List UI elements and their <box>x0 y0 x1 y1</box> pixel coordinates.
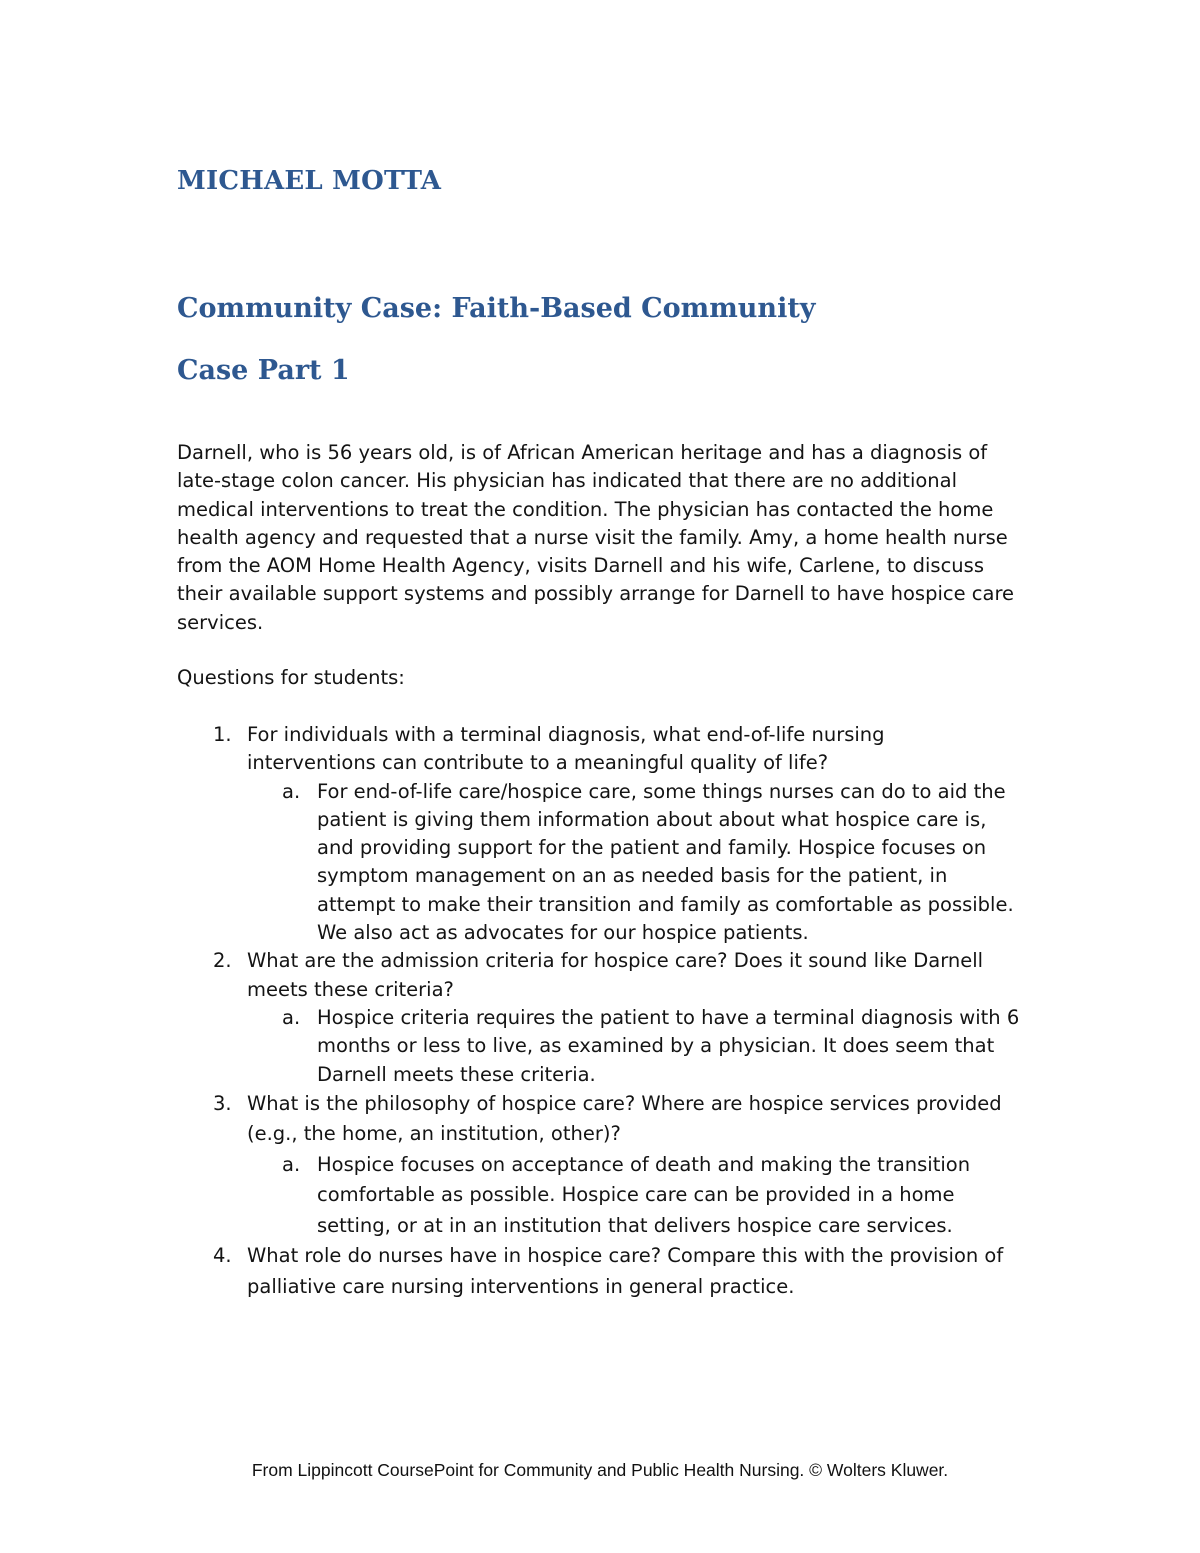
page-footer: From Lippincott CoursePoint for Community and Public Health Nursing. © Wolters Kluwer. <box>251 1460 949 1480</box>
question-text: What role do nurses have in hospice care? Compare this with the provision of palliative care nursing interventions in general practice. <box>247 1244 1004 1298</box>
answer-list <box>247 1150 1037 1242</box>
answer-letter: a. <box>282 779 301 803</box>
question-item-1 <box>177 721 1037 947</box>
author-name: MICHAEL MOTTA <box>177 166 442 196</box>
questions-label: Questions for students: <box>177 666 405 689</box>
answer-letter: a. <box>282 1005 301 1029</box>
question-text: For individuals with a terminal diagnosis, what end-of-life nursing interventions can contribute to a meaningful quality of life? <box>247 723 885 775</box>
questions-list <box>177 721 1037 1302</box>
question-number: 3. <box>213 1091 232 1115</box>
answer-item <box>247 1004 1037 1089</box>
case-title: Community Case: Faith-Based Community <box>177 293 816 324</box>
answer-item <box>247 778 1037 948</box>
answer-list <box>247 778 1037 948</box>
question-number: 1. <box>213 723 232 746</box>
answer-text: For end-of-life care/hospice care, some things nurses can do to aid the patient is giving them information about about what hospice care is, and providing support for the patient and family. Hospice focuses on symptom management on an as needed basis for the patient, in attempt to make their transition and family as comfortable as possible. We also act as advocates for our hospice patients. <box>317 779 1014 945</box>
question-item-3 <box>177 1089 1037 1242</box>
question-item-2 <box>177 947 1037 1088</box>
answer-list <box>247 1004 1037 1089</box>
answer-text: Hospice focuses on acceptance of death and making the transition comfortable as possible. Hospice care can be provided in a home setting, or at in an institution that delivers hospice care services. <box>317 1152 971 1237</box>
question-number: 2. <box>213 949 232 973</box>
case-intro-paragraph: Darnell, who is 56 years old, is of African American heritage and has a diagnosis of late-stage colon cancer. His physician has indicated that there are no additional medical interventions to treat the condition. The physician has contacted the home health agency and requested that a nurse visit the family. Amy, a home health nurse from the AOM Home Health Agency, visits Darnell and his wife, Carlene, to discuss their available support systems and possibly arrange for Darnell to have hospice care services. <box>177 441 1015 634</box>
answer-letter: a. <box>282 1152 301 1176</box>
question-text: What is the philosophy of hospice care? Where are hospice services provided (e.g., the home, an institution, other)? <box>247 1091 1002 1146</box>
answer-item <box>247 1150 1037 1242</box>
case-part-heading: Case Part 1 <box>177 355 350 386</box>
question-item-4 <box>177 1241 1037 1302</box>
question-text: What are the admission criteria for hospice care? Does it sound like Darnell meets these criteria? <box>247 949 984 1001</box>
answer-text: Hospice criteria requires the patient to have a terminal diagnosis with 6 months or less to live, as examined by a physician. It does seem that Darnell meets these criteria. <box>317 1005 1020 1086</box>
question-number: 4. <box>213 1244 232 1268</box>
